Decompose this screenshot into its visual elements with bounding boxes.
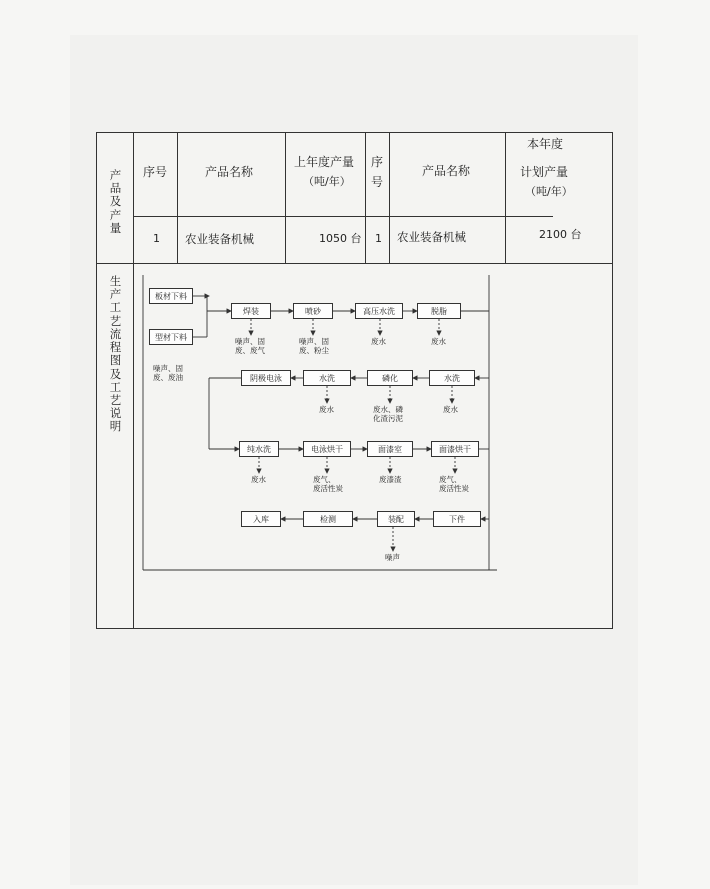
box-shot-blast: 喷砂 xyxy=(293,303,333,319)
row-seq-right: 1 xyxy=(375,232,382,245)
header-this-year-2: 计划产量 xyxy=(520,165,569,179)
note-ep-dry: 废气、 废活性炭 xyxy=(313,475,343,494)
header-seq-right-2: 号 xyxy=(371,175,384,189)
header-last-year-1: 上年度产量 xyxy=(294,155,355,169)
note-hp-wash: 废水 xyxy=(371,337,386,346)
box-paint-room: 面漆室 xyxy=(367,441,413,457)
header-this-year-3: （吨/年） xyxy=(525,185,573,198)
note-shot-blast: 噪声、固 废、粉尘 xyxy=(299,337,329,356)
note-weld: 噪声、固 废、废气 xyxy=(235,337,265,356)
box-sheet-cut: 板材下料 xyxy=(149,288,193,304)
header-name-left: 产品名称 xyxy=(205,165,254,179)
header-seq-right-1: 序 xyxy=(371,155,384,169)
box-pure-wash: 纯水洗 xyxy=(239,441,279,457)
box-degrease: 脱脂 xyxy=(417,303,461,319)
row-name-right: 农业装备机械 xyxy=(397,230,466,244)
box-ep-dry: 电泳烘干 xyxy=(303,441,351,457)
header-name-right: 产品名称 xyxy=(422,164,471,178)
note-paint-room: 废漆渣 xyxy=(379,475,402,484)
note-water-wash-2: 废水 xyxy=(443,405,458,414)
note-pure-wash: 废水 xyxy=(251,475,266,484)
box-paint-dry: 面漆烘干 xyxy=(431,441,479,457)
box-storage: 入库 xyxy=(241,511,281,527)
note-cut: 噪声、固 废、废油 xyxy=(153,364,183,383)
note-water-wash-1: 废水 xyxy=(319,405,334,414)
box-water-wash-1: 水洗 xyxy=(303,370,351,386)
note-degrease: 废水 xyxy=(431,337,446,346)
box-passivation: 磷化 xyxy=(367,370,413,386)
header-last-year-2: （吨/年） xyxy=(303,175,351,188)
box-assemble: 装配 xyxy=(377,511,415,527)
header-seq-left: 序号 xyxy=(143,165,168,179)
box-profile-cut: 型材下料 xyxy=(149,329,193,345)
row-last-year: 1050 台 xyxy=(319,232,362,245)
box-weld: 焊装 xyxy=(231,303,271,319)
section-label-products: 产品及产量 xyxy=(109,168,122,235)
box-water-wash-2: 水洗 xyxy=(429,370,475,386)
note-assemble: 噪声 xyxy=(385,553,400,562)
row-seq-left: 1 xyxy=(153,232,160,245)
note-paint-dry: 废气、 废活性炭 xyxy=(439,475,469,494)
box-unload: 下件 xyxy=(433,511,481,527)
row-name-left: 农业装备机械 xyxy=(185,232,254,246)
environmental-form xyxy=(96,132,613,629)
section-label-process: 生产工艺流程图及工艺说明 xyxy=(109,274,122,434)
row-this-year: 2100 台 xyxy=(539,228,582,241)
box-inspect: 检测 xyxy=(303,511,353,527)
note-passivation: 废水、磷 化渣污泥 xyxy=(373,405,403,424)
box-hp-wash: 高压水洗 xyxy=(355,303,403,319)
box-anode-ep: 阴极电泳 xyxy=(241,370,291,386)
header-this-year-1: 本年度 xyxy=(527,137,564,151)
